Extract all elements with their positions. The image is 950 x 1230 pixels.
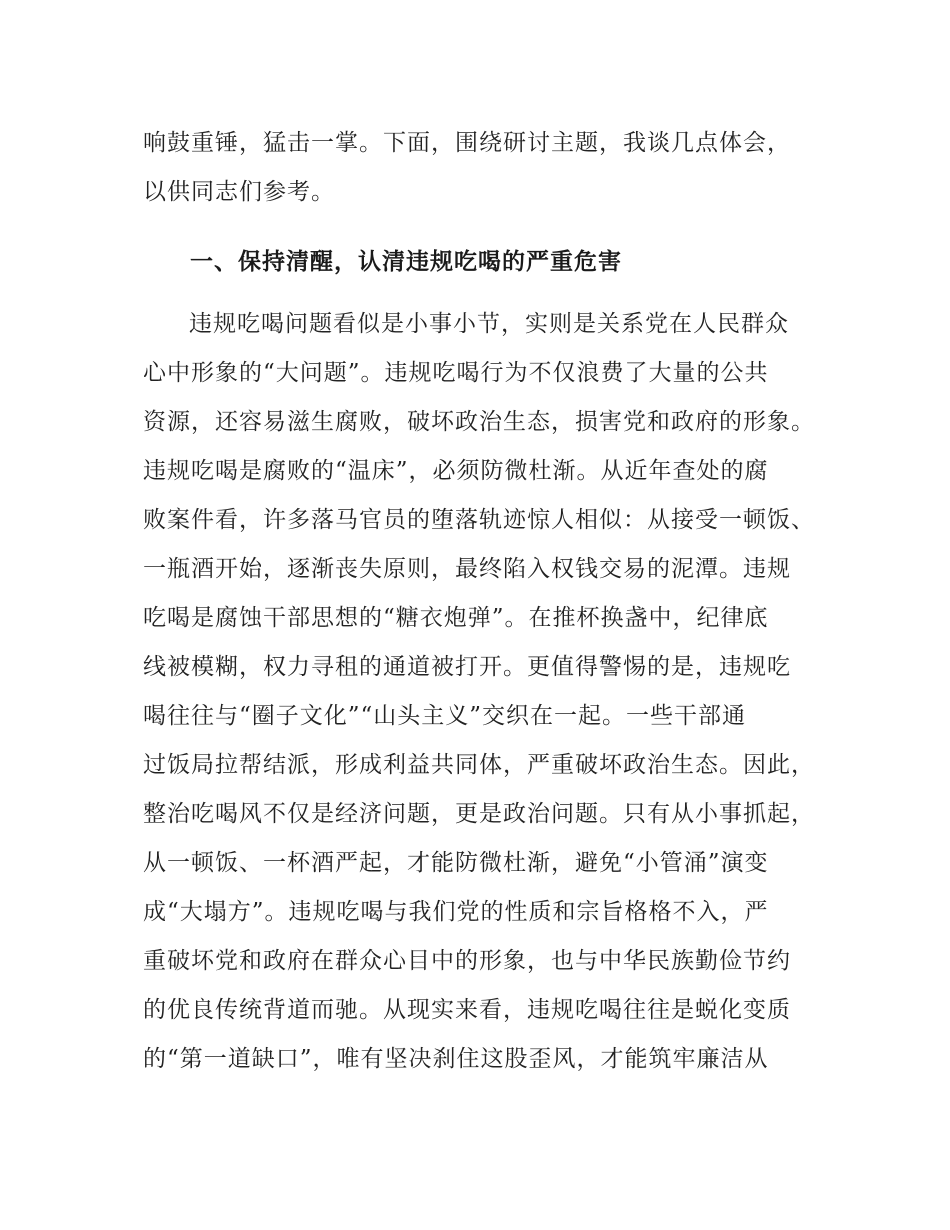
body-paragraph — [143, 300, 843, 1084]
paragraph-line: 整治吃喝风不仅是经济问题，更是政治问题。只有从小事抓起， — [143, 801, 815, 827]
paragraph-line: 响鼓重锤，猛击一掌。下面，围绕研讨主题，我谈几点体会， — [143, 130, 791, 156]
paragraph-line: 违规吃喝是腐败的“温床”，必须防微杜渐。从近年查处的腐 — [143, 458, 769, 484]
paragraph-line: 线被模糊，权力寻租的通道被打开。更值得警惕的是，违规吃 — [143, 654, 791, 680]
paragraph-line: 过饭局拉帮结派，形成利益共同体，严重破坏政治生态。因此， — [143, 752, 815, 778]
paragraph-line: 资源，还容易滋生腐败，破坏政治生态，损害党和政府的形象。 — [143, 409, 815, 435]
paragraph-line: 的“第一道缺口”，唯有坚决刹住这股歪风，才能筑牢廉洁从 — [143, 1046, 769, 1072]
paragraph-line: 以供同志们参考。 — [143, 179, 335, 205]
paragraph-line: 从一顿饭、一杯酒严起，才能防微杜渐，避免“小管涌”演变 — [143, 850, 769, 876]
paragraph-line: 一瓶酒开始，逐渐丧失原则，最终陷入权钱交易的泥潭。违规 — [143, 556, 791, 582]
paragraph-line: 重破坏党和政府在群众心目中的形象，也与中华民族勤俭节约 — [143, 948, 791, 974]
paragraph-line: 成“大塌方”。违规吃喝与我们党的性质和宗旨格格不入，严 — [143, 899, 769, 925]
paragraph-line: 喝往往与“圈子文化”“山头主义”交织在一起。一些干部通 — [143, 703, 747, 729]
paragraph-line: 吃喝是腐蚀干部思想的“糖衣炮弹”。在推杯换盏中，纪律底 — [143, 605, 769, 631]
section-heading: 一、保持清醒，认清违规吃喝的严重危害 — [190, 249, 622, 275]
paragraph-line: 败案件看，许多落马官员的堕落轨迹惊人相似：从接受一顿饭、 — [143, 507, 815, 533]
paragraph-line: 心中形象的“大问题”。违规吃喝行为不仅浪费了大量的公共 — [143, 360, 769, 386]
paragraph-line: 违规吃喝问题看似是小事小节，实则是关系党在人民群众 — [189, 311, 789, 337]
intro-paragraph — [143, 119, 843, 217]
paragraph-line: 的优良传统背道而驰。从现实来看，违规吃喝往往是蜕化变质 — [143, 997, 791, 1023]
